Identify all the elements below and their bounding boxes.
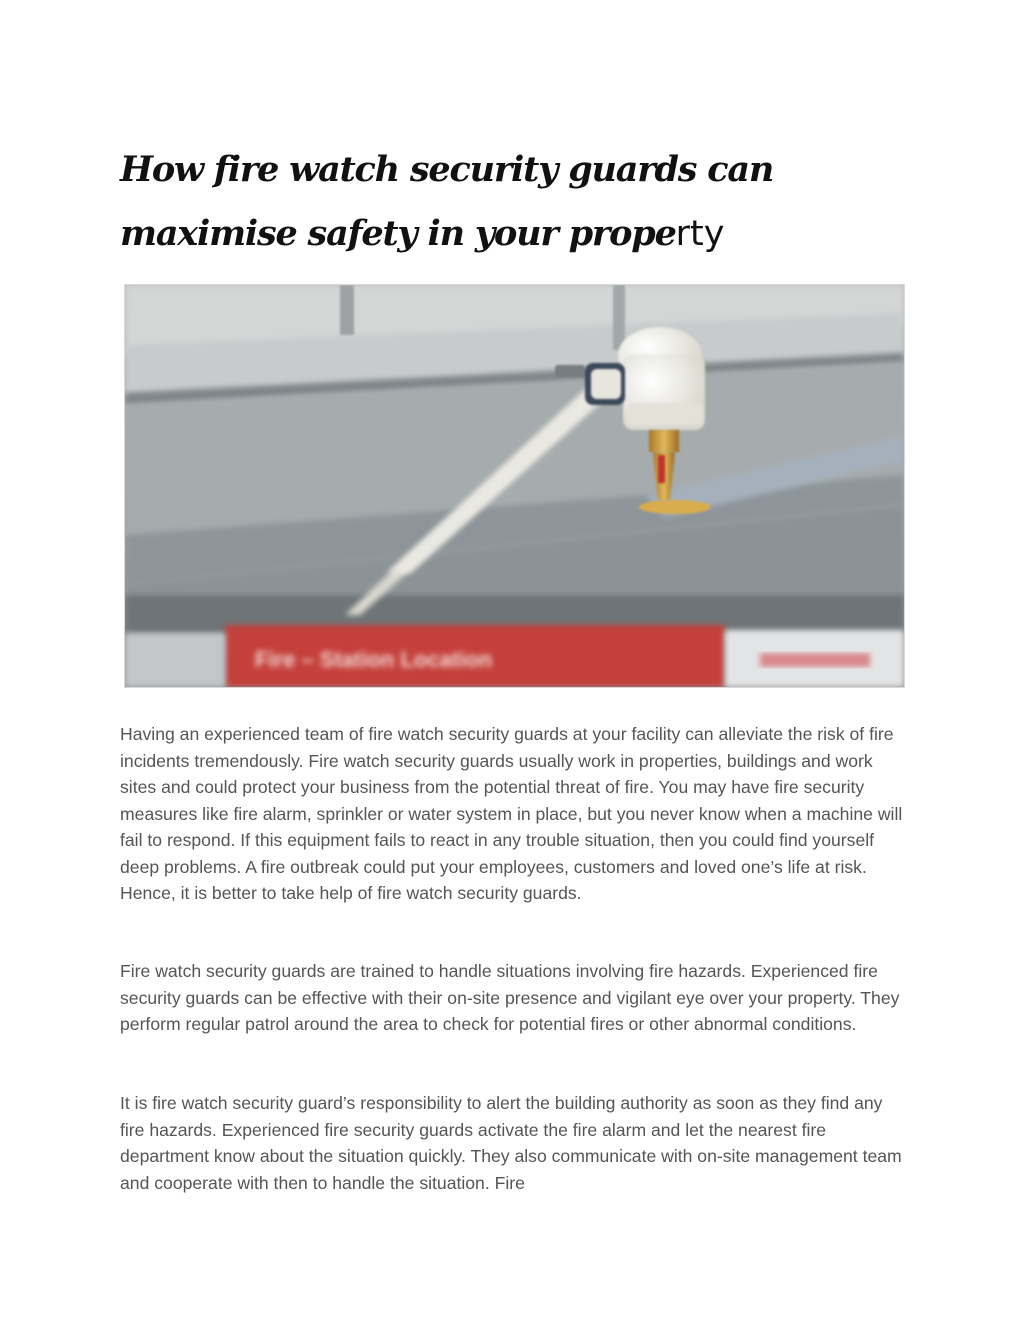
sign-text: Fire – Station Location (255, 647, 493, 672)
paragraph-2: Fire watch security guards are trained to handle situations involving fire hazards. Experienced fire security guards can be effective with their on-site presence and vigilant eye over your property. They perform regular patrol around the area to check for potential fires or other abnormal conditions. (120, 961, 900, 1034)
paragraph-1: Having an experienced team of fire watch security guards at your facility can alleviate the risk of fire incidents tremendously. Fire watch security guards usually work in properties, buildings and work sites and could protect your business from the potential threat of fire. You may have fire security measures like fire alarm, sprinkler or water system in place, but you never know when a machine will fail to respond. If this equipment fails to react in any trouble situation, then you could find yourself deep problems. A fire outbreak could put your employees, customers and loved one’s life at risk. Hence, it is better to take help of fire watch security guards. (120, 724, 903, 903)
paragraph-3: It is fire watch security guard’s responsibility to alert the building authority as soon as they find any fire hazards. Experienced fire security guards activate the fire alarm and let the nearest fire department know about the situation quickly. They also communicate with on-site management team and cooperate with then to handle the situation. Fire (120, 1093, 902, 1193)
title-main: How fire watch security guards can maximise safety in your prope (120, 149, 774, 254)
title-tail: rty (675, 214, 725, 254)
sprinkler-photo (124, 284, 905, 688)
document-title (120, 138, 910, 266)
